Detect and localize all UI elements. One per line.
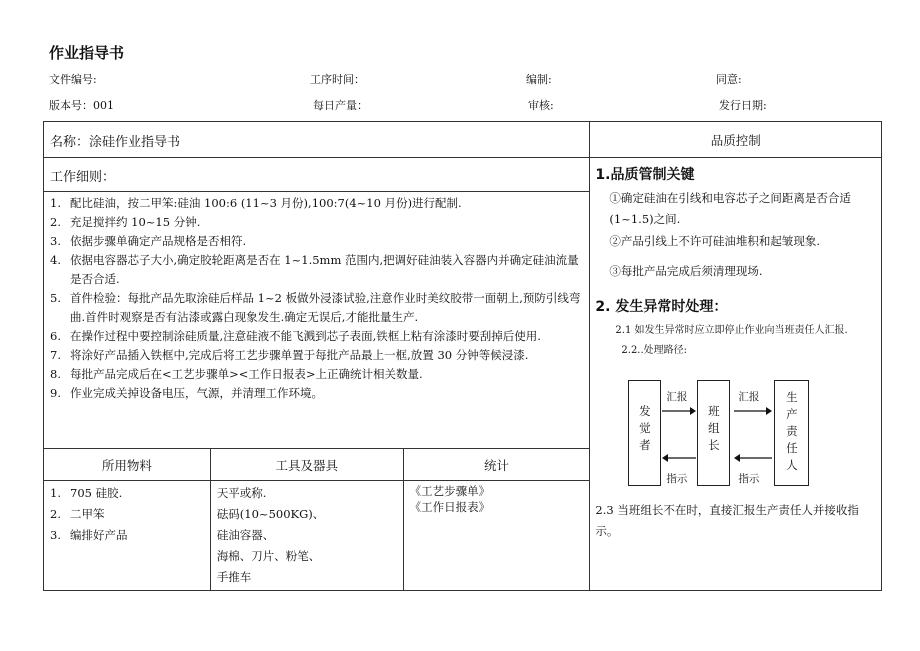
list-item: 《工艺步骤单》 [409,484,491,498]
list-item: 《工作日报表》 [409,500,491,514]
abnormal-2-3: 2.3 当班组长不在时，直接汇报生产责任人并接收指示。 [595,503,859,538]
list-item: 1. 配比硅油，按二甲笨:硅油 100:6 (11~3 月份),100:7(4~10 月份)进行配制. [50,196,462,210]
list-item: 天平或称. [216,486,267,500]
arrow-right-icon [662,406,696,416]
quality-section-2-title: 2. 发生异常时处理： [595,299,728,315]
list-item: 1. 705 硅胶. [50,486,123,500]
list-item: 6. 在操作过程中要控制涂硅质量,注意硅液不能飞溅到芯子表面,铁框上粘有涂漆时要刮掉后使用. [50,329,541,343]
daily-output-label: 每日产量： [313,99,368,112]
materials-header-cell [44,449,211,481]
flow-instruct-label-1: 指示 [666,473,688,485]
tools-header-cell [210,449,403,481]
arrow-right-icon [734,406,772,416]
list-item: 硅油容器、 [216,528,275,542]
approve-label: 同意: [716,73,742,86]
list-item: 2. 充足搅拌约 10~15 分钟. [50,215,201,229]
version-label: 版本号：001 [49,99,114,112]
doc-no-label: 文件编号: [49,73,97,86]
list-item: 2. 二甲笨 [50,507,105,521]
flow-box-finder: 发觉者 [628,380,661,486]
name-label: 名称：涂硅作业指导书 [50,135,181,150]
list-item: 8. 每批产品完成后在<工艺步骤单><工作日报表>上正确统计相关数量. [50,367,423,381]
flow-report-label-2: 汇报 [738,391,760,403]
instruction-table [43,121,882,591]
quality-header-cell [590,122,882,158]
flow-report-label-1: 汇报 [666,391,688,403]
flow-instruct-label-2: 指示 [738,473,760,485]
quality-section-1-title: 1.品质管制关键 [595,167,695,183]
materials-cell [44,481,211,591]
tools-cell [210,481,403,591]
abnormal-2-1: 2.1 如发生异常时应立即停止作业向当班责任人汇报. [615,325,848,336]
list-item: 3. 编排好产品 [50,528,128,542]
process-time-label: 工序时间： [310,73,365,86]
quality-content-cell [590,158,882,591]
details-cell [44,158,590,449]
details-label: 工作细则： [44,158,589,192]
flow-box-team-leader: 班组长 [697,380,730,486]
list-item: 手推车 [216,570,252,584]
materials-header: 所用物料 [101,458,152,473]
stats-header-cell [403,449,590,481]
list-item: 3. 依据步骤单确定产品规格是否相符. [50,234,247,248]
issue-date-label: 发行日期: [719,99,767,112]
arrow-left-icon [734,453,772,463]
list-item: 4. 依据电容器芯子大小,确定胶轮距离是否在 1~1.5mm 范围内,把调好硅油装入容器内并确定硅油流量是否合适. [50,253,579,286]
list-item: 5. 首件检验：每批产品先取涂硅后样品 1~2 板做外浸漆试验,注意作业时美纹胶带一面朝上,预防引线弯曲.首件时观察是否有沾漆或露白现象发生.确定无误后,才能批量生产. [50,291,581,324]
abnormal-2-2: 2.2..处理路径: [621,345,688,356]
flow-box-production-owner: 生产责任人 [774,380,809,486]
quality-item-2: ②产品引线上不许可硅油堆积和起皱现象. [609,234,821,248]
name-cell [44,122,590,158]
quality-item-3: ③每批产品完成后须清理现场. [609,264,763,278]
quality-label: 品质控制 [710,133,761,148]
list-item: 9. 作业完成关掉设备电压，气源，并清理工作环境。 [50,386,323,400]
arrow-left-icon [662,453,696,463]
list-item: 7. 将涂好产品插入铁框中,完成后将工艺步骤单置于每批产品最上一框,放置 30 分钟等候浸漆. [50,348,529,362]
list-item: 海棉、刀片、粉笔、 [216,549,321,563]
steps-list [44,192,589,403]
stats-header: 统计 [484,458,510,473]
quality-item-1: ①确定硅油在引线和电容芯子之间距离是否合适(1~1.5)之间. [609,191,851,226]
tools-header: 工具及器具 [275,458,338,473]
editor-label: 编制: [526,73,552,86]
page-title: 作业指导书 [49,44,125,62]
stats-cell [403,481,590,591]
list-item: 砝码(10~500KG)、 [216,507,325,521]
review-label: 审核: [528,99,554,112]
